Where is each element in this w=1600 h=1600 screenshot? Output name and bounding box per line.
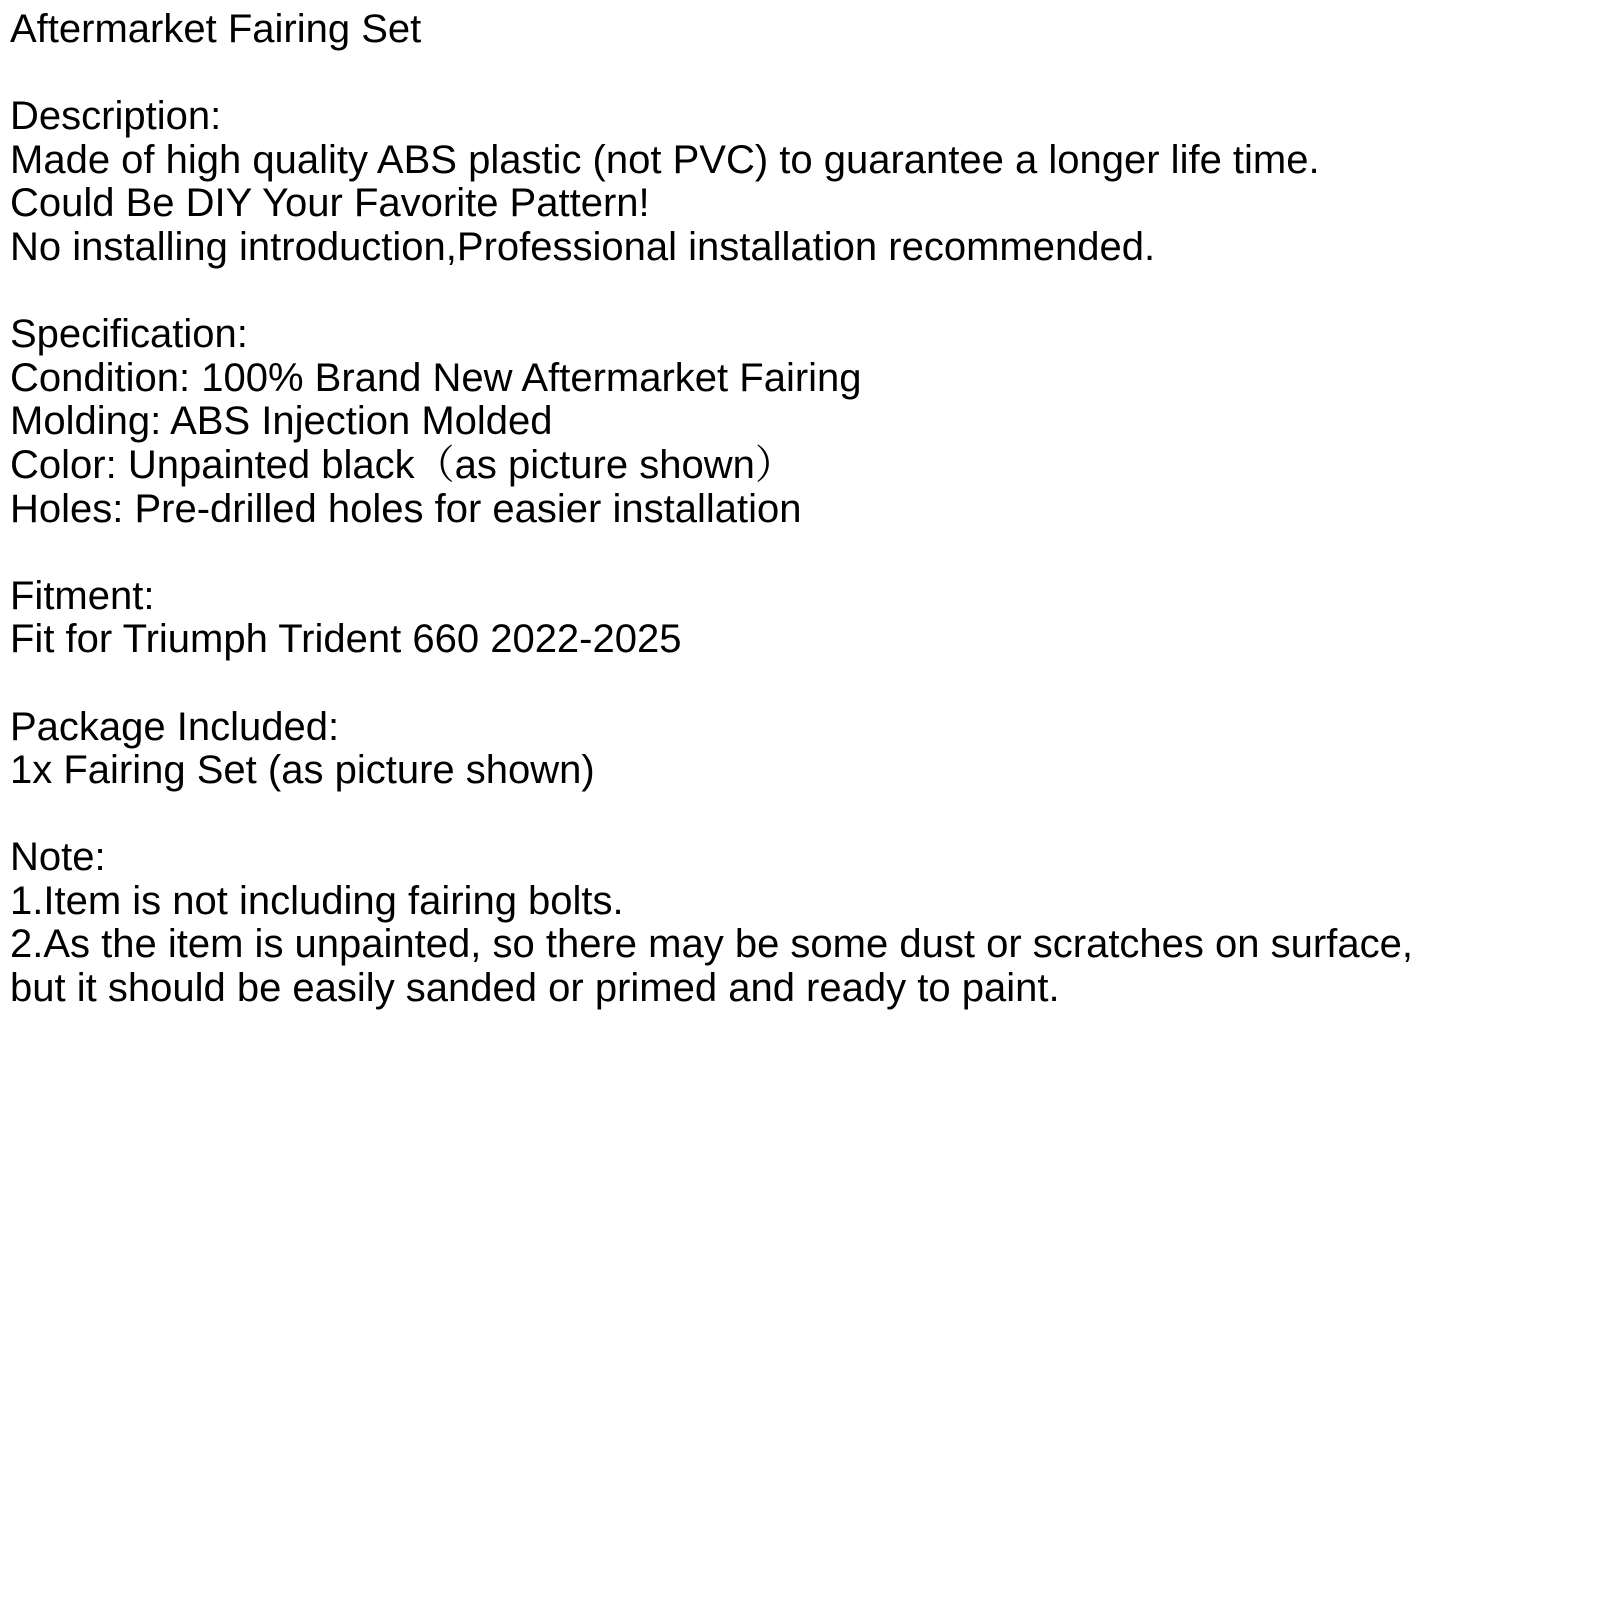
description-heading: Description: (10, 94, 222, 139)
spacer (10, 662, 1590, 706)
spacer (10, 270, 1590, 314)
note-line: 1.Item is not including fairing bolts. (10, 878, 624, 923)
specification-line: Molding: ABS Injection Molded (10, 399, 553, 444)
note-heading: Note: (10, 835, 106, 880)
document-title: Aftermarket Fairing Set (10, 7, 422, 51)
spacer (10, 531, 1590, 575)
product-description-document (10, 8, 1590, 1011)
specification-line: Holes: Pre-drilled holes for easier installation (10, 486, 802, 531)
spacer (10, 52, 1590, 96)
description-line: No installing introduction,Professional installation recommended. (10, 224, 1156, 269)
package-section (10, 706, 1590, 793)
specification-section (10, 313, 1590, 531)
specification-heading: Specification: (10, 312, 248, 357)
fitment-section (10, 575, 1590, 662)
specification-line: Condition: 100% Brand New Aftermarket Fairing (10, 355, 862, 400)
note-line: but it should be easily sanded or primed and ready to paint. (10, 966, 1060, 1011)
fitment-heading: Fitment: (10, 573, 155, 618)
specification-line: Color: Unpainted black（as picture shown） (10, 442, 795, 487)
description-line: Made of high quality ABS plastic (not PVC) to guarantee a longer life time. (10, 137, 1320, 182)
package-heading: Package Included: (10, 704, 340, 749)
description-line: Could Be DIY Your Favorite Pattern! (10, 181, 650, 226)
description-section (10, 95, 1590, 269)
note-line: 2.As the item is unpainted, so there may be some dust or scratches on surface, (10, 922, 1413, 967)
fitment-line: Fit for Triumph Trident 660 2022-2025 (10, 617, 682, 662)
package-line: 1x Fairing Set (as picture shown) (10, 748, 595, 793)
note-section (10, 836, 1590, 1010)
spacer (10, 793, 1590, 837)
